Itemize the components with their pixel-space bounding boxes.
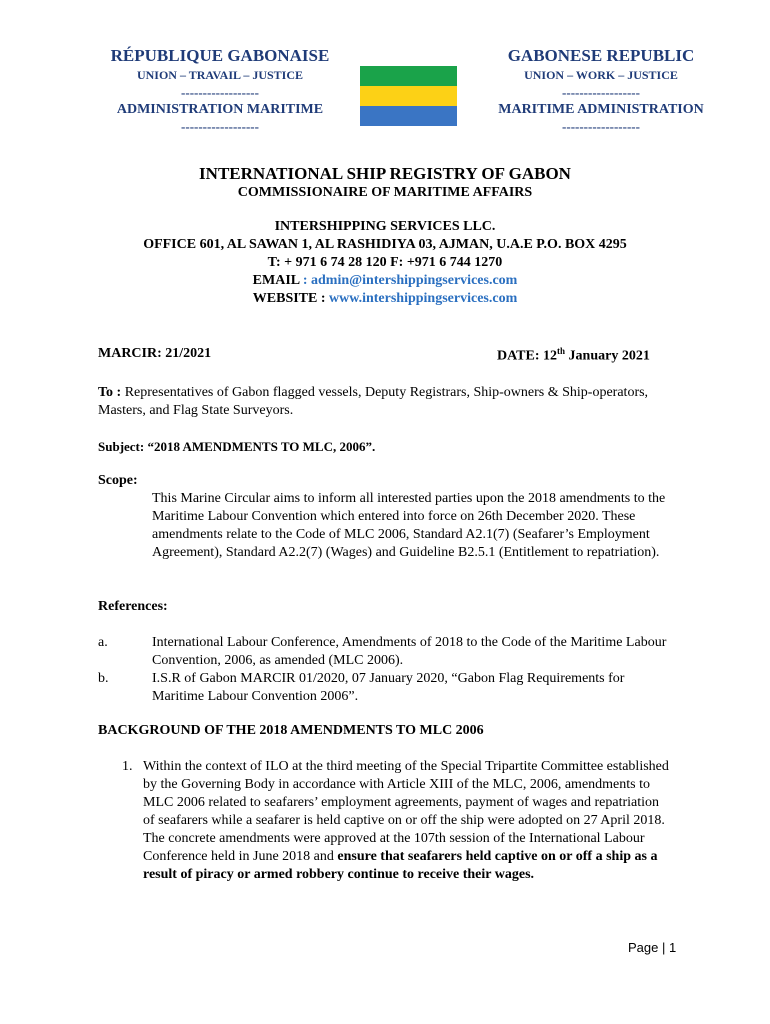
circular-number: MARCIR: 21/2021 <box>98 346 212 361</box>
website-label: WEBSITE : <box>252 291 326 306</box>
header-left-motto: UNION – TRAVAIL – JUSTICE <box>136 68 304 82</box>
flag-stripe-green <box>360 66 457 86</box>
registry-title: INTERNATIONAL SHIP REGISTRY OF GABON <box>199 164 571 183</box>
flag-stripe-yellow <box>360 86 457 106</box>
date-ordinal: th <box>557 346 566 356</box>
header-right-admin: MARITIME ADMINISTRATION <box>498 102 704 117</box>
to-line <box>98 384 678 420</box>
reference-item-b: I.S.R of Gabon MARCIR 01/2020, 07 January 2020, “Gabon Flag Requirements for Maritime Labour Convention 2006”. <box>152 671 625 704</box>
header-left-admin: ADMINISTRATION MARITIME <box>116 102 324 117</box>
date-prefix: DATE: 12 <box>497 348 558 364</box>
email-link[interactable]: : admin@intershippingservices.com <box>302 273 518 288</box>
scope-text: This Marine Circular aims to inform all interested parties upon the 2018 amendments to the Maritime Labour Convention which entered into force on 26th December 2020. These amendments relate to the Code of MLC 2006, Standard A2.1(7) (Seafarer’s Employment Agreement), Standard A2.2(7) (Wages) and Guideline B2.5.1 (Entitlement to repatriation). <box>152 491 666 560</box>
header-right-title: GABONESE REPUBLIC <box>507 46 695 65</box>
header-right-motto: UNION – WORK – JUSTICE <box>524 68 678 82</box>
header-left-divider: ------------------ <box>181 119 259 134</box>
flag-stripe-blue <box>360 106 457 126</box>
header-right <box>470 46 732 135</box>
header-left-title: RÉPUBLIQUE GABONAISE <box>110 46 330 65</box>
background-item-text: Within the context of ILO at the third meeting of the Special Tripartite Committee established by the Governing Body in accordance with Article XIII of the MLC, 2006, amendments to MLC 2006 related to seafarers’ employment agreements, payment of wages and repatriation of seafarers while a seafarer is held captive on or off the ship were adopted on 27 April 2018. The concrete amendments were approved at the 107th session of the International Labour Conference held in June 2018 and <box>143 759 669 864</box>
date-suffix: January 2021 <box>565 348 650 364</box>
header-right-divider: ------------------ <box>562 85 640 100</box>
background-heading: BACKGROUND OF THE 2018 AMENDMENTS TO MLC 2006 <box>98 723 484 738</box>
to-label: To : <box>98 385 122 400</box>
reference-marker-a: a. <box>98 635 108 650</box>
header-right-divider: ------------------ <box>562 119 640 134</box>
company-email <box>0 273 770 289</box>
company-name: INTERSHIPPING SERVICES LLC. <box>274 219 496 234</box>
company-address: OFFICE 601, AL SAWAN 1, AL RASHIDIYA 03, AJMAN, U.A.E P.O. BOX 4295 <box>143 237 627 252</box>
reference-item-a: International Labour Conference, Amendments of 2018 to the Code of the Maritime Labour Convention, 2006, as amended (MLC 2006). <box>152 635 667 668</box>
background-item-1 <box>143 758 673 884</box>
reference-marker-b: b. <box>98 671 109 686</box>
scope-label: Scope: <box>98 473 138 488</box>
email-label: EMAIL <box>252 273 300 288</box>
company-website <box>0 291 770 307</box>
subject-text: “2018 AMENDMENTS TO MLC, 2006”. <box>144 439 376 454</box>
to-text: Representatives of Gabon flagged vessels, Deputy Registrars, Ship-owners & Ship-operators, Masters, and Flag State Surveyors. <box>98 385 649 418</box>
registry-subtitle: COMMISSIONAIRE OF MARITIME AFFAIRS <box>237 185 533 200</box>
background-item-bold-text: ensure that seafarers held captive on or off a ship as a result of piracy or armed robbery continue to receive their wages. <box>143 849 658 882</box>
header-left <box>90 46 350 135</box>
circular-date <box>497 346 650 365</box>
subject-label: Subject: <box>98 439 145 454</box>
header-left-divider: ------------------ <box>181 85 259 100</box>
website-link[interactable]: www.intershippingservices.com <box>329 291 518 306</box>
background-item-marker: 1. <box>122 759 133 774</box>
gabon-flag <box>360 66 457 126</box>
page-number: Page | 1 <box>628 940 677 955</box>
subject-line <box>98 438 375 456</box>
references-label: References: <box>98 599 168 614</box>
company-phone: T: + 971 6 74 28 120 F: +971 6 744 1270 <box>267 255 503 270</box>
